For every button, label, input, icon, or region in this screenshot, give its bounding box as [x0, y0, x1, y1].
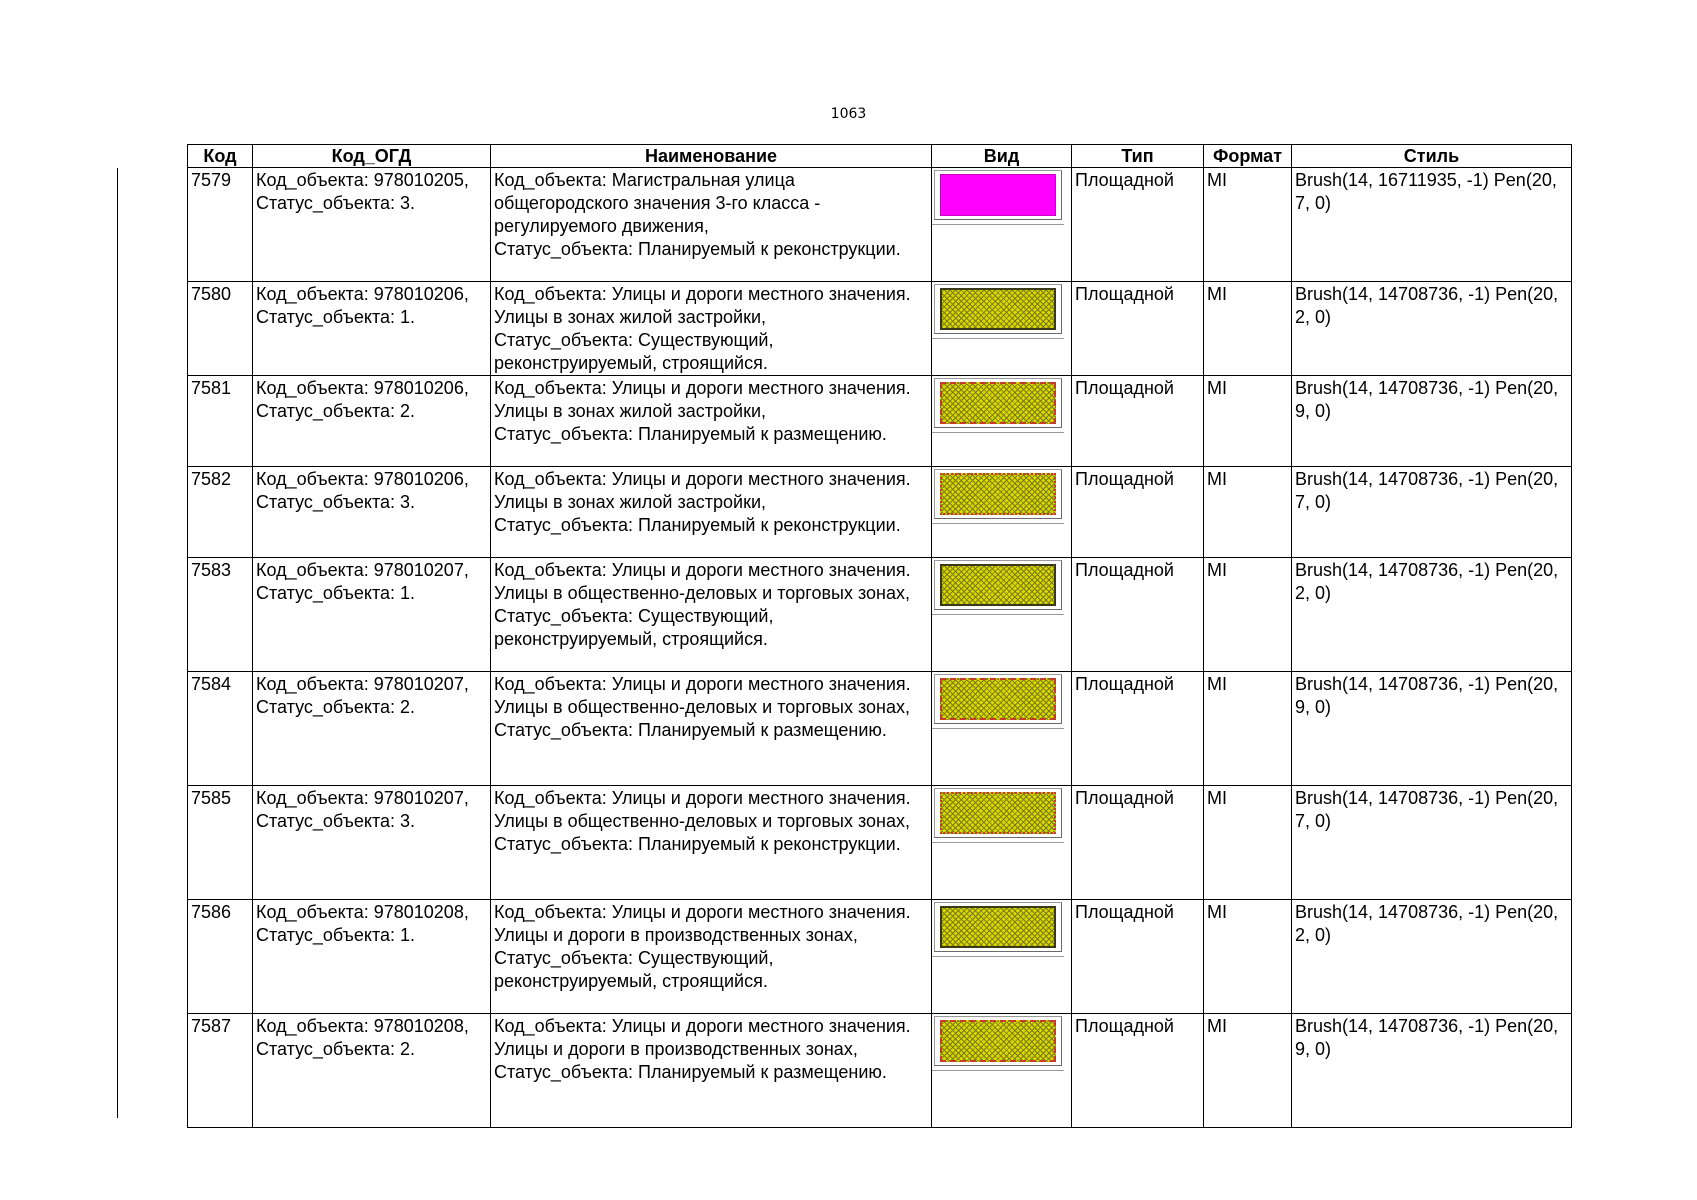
col-header-name: Наименование: [491, 145, 932, 168]
table-row: [188, 376, 1572, 467]
cell-type: [1072, 558, 1204, 672]
cell-type: [1072, 786, 1204, 900]
swatch-frame: [934, 1016, 1062, 1066]
cell-style-text: Brush(14, 14708736, -1) Pen(20, 2, 0): [1295, 284, 1559, 327]
swatch-divider: [932, 523, 1064, 524]
cell-ogd-text: Код_объекта: 978010206, Статус_объекта: 2.: [256, 378, 469, 421]
cell-type: [1072, 1014, 1204, 1128]
col-header-style: Стиль: [1292, 145, 1572, 168]
cell-format: [1204, 168, 1292, 282]
cell-format-text: MI: [1207, 560, 1227, 580]
table-row: [188, 558, 1572, 672]
cell-code: [188, 1014, 253, 1128]
cell-ogd-text: Код_объекта: 978010208, Статус_объекта: 2.: [256, 1016, 469, 1059]
cell-code: [188, 282, 253, 376]
cell-type: [1072, 376, 1204, 467]
cell-code-text: 7585: [191, 788, 232, 808]
cell-type-text: Площадной: [1075, 902, 1174, 922]
cell-code: [188, 467, 253, 558]
fill-swatch-yellow-dashed: [940, 1020, 1056, 1062]
cell-ogd-text: Код_объекта: 978010205, Статус_объекта: 3.: [256, 170, 469, 213]
swatch-frame: [934, 902, 1062, 952]
cell-view: [932, 1014, 1072, 1128]
fill-swatch-yellow-dashed: [940, 382, 1056, 424]
swatch-divider: [932, 224, 1064, 225]
cell-name: [491, 786, 932, 900]
fill-swatch-yellow-dotted: [940, 792, 1056, 834]
cell-code: [188, 786, 253, 900]
cell-format-text: MI: [1207, 170, 1227, 190]
cell-style: [1292, 672, 1572, 786]
cell-format-text: MI: [1207, 902, 1227, 922]
cell-type: [1072, 168, 1204, 282]
swatch-frame: [934, 284, 1062, 334]
cell-type-text: Площадной: [1075, 560, 1174, 580]
cell-view: [932, 282, 1072, 376]
swatch-frame: [934, 788, 1062, 838]
cell-code-text: 7586: [191, 902, 232, 922]
fill-swatch-yellow-solid: [940, 564, 1056, 606]
cell-style-text: Brush(14, 14708736, -1) Pen(20, 2, 0): [1295, 902, 1559, 945]
cell-name-text: Код_объекта: Улицы и дороги местного значения. Улицы и дороги в производственных зонах, Статус_объекта: Существующий, реконструируемый, строящийся.: [494, 902, 911, 991]
cell-name: [491, 900, 932, 1014]
cell-name-text: Код_объекта: Улицы и дороги местного значения. Улицы и дороги в производственных зонах, Статус_объекта: Планируемый к размещению.: [494, 1016, 911, 1082]
cell-code-text: 7581: [191, 378, 232, 398]
swatch-frame: [934, 378, 1062, 428]
cell-ogd: [253, 900, 491, 1014]
cell-ogd-text: Код_объекта: 978010208, Статус_объекта: 1.: [256, 902, 469, 945]
cell-name: [491, 1014, 932, 1128]
cell-view: [932, 558, 1072, 672]
cell-ogd: [253, 786, 491, 900]
cell-format-text: MI: [1207, 788, 1227, 808]
cell-view: [932, 467, 1072, 558]
cell-ogd-text: Код_объекта: 978010207, Статус_объекта: 3.: [256, 788, 469, 831]
cell-type-text: Площадной: [1075, 170, 1174, 190]
cell-format-text: MI: [1207, 1016, 1227, 1036]
cell-style-text: Brush(14, 14708736, -1) Pen(20, 7, 0): [1295, 788, 1559, 831]
cell-name-text: Код_объекта: Улицы и дороги местного значения. Улицы в общественно-деловых и торговых зонах, Статус_объекта: Планируемый к размещению.: [494, 674, 911, 740]
cell-style-text: Brush(14, 14708736, -1) Pen(20, 9, 0): [1295, 378, 1559, 421]
cell-ogd: [253, 376, 491, 467]
cell-ogd: [253, 168, 491, 282]
cell-type-text: Площадной: [1075, 284, 1174, 304]
cell-ogd: [253, 467, 491, 558]
cell-format: [1204, 467, 1292, 558]
cell-code-text: 7583: [191, 560, 232, 580]
cell-name: [491, 168, 932, 282]
cell-name: [491, 282, 932, 376]
cell-code: [188, 672, 253, 786]
cell-style: [1292, 376, 1572, 467]
swatch-frame: [934, 674, 1062, 724]
cell-ogd: [253, 1014, 491, 1128]
cell-name-text: Код_объекта: Улицы и дороги местного значения. Улицы в общественно-деловых и торговых зонах, Статус_объекта: Планируемый к реконструкции.: [494, 788, 911, 854]
page-number: 1063: [830, 106, 867, 122]
cell-view: [932, 168, 1072, 282]
cell-type-text: Площадной: [1075, 788, 1174, 808]
cell-style-text: Brush(14, 14708736, -1) Pen(20, 9, 0): [1295, 674, 1559, 717]
col-header-type: Тип: [1072, 145, 1204, 168]
swatch-frame: [934, 560, 1062, 610]
cell-name: [491, 558, 932, 672]
swatch-divider: [932, 1070, 1064, 1071]
cell-format-text: MI: [1207, 674, 1227, 694]
cell-format: [1204, 786, 1292, 900]
table-row: [188, 467, 1572, 558]
cell-format: [1204, 376, 1292, 467]
cell-style-text: Brush(14, 16711935, -1) Pen(20, 7, 0): [1295, 170, 1557, 213]
table-row: [188, 672, 1572, 786]
cell-type: [1072, 467, 1204, 558]
cell-name: [491, 467, 932, 558]
cell-type: [1072, 672, 1204, 786]
cell-name: [491, 376, 932, 467]
table-row: [188, 168, 1572, 282]
table-header-row: [188, 145, 1572, 168]
cell-type-text: Площадной: [1075, 378, 1174, 398]
cell-code: [188, 900, 253, 1014]
table-row: [188, 282, 1572, 376]
cell-view: [932, 376, 1072, 467]
cell-style: [1292, 168, 1572, 282]
fill-swatch-yellow-solid: [940, 906, 1056, 948]
cell-ogd-text: Код_объекта: 978010207, Статус_объекта: 1.: [256, 560, 469, 603]
cell-format-text: MI: [1207, 378, 1227, 398]
cell-format: [1204, 672, 1292, 786]
swatch-frame: [934, 170, 1062, 220]
cell-type: [1072, 900, 1204, 1014]
cell-name-text: Код_объекта: Улицы и дороги местного значения. Улицы в зонах жилой застройки, Статус_объекта: Планируемый к размещению.: [494, 378, 911, 444]
cell-name-text: Код_объекта: Улицы и дороги местного значения. Улицы в зонах жилой застройки, Статус_объекта: Планируемый к реконструкции.: [494, 469, 911, 535]
cell-format: [1204, 558, 1292, 672]
cell-style: [1292, 558, 1572, 672]
cell-code-text: 7587: [191, 1016, 232, 1036]
cell-format-text: MI: [1207, 284, 1227, 304]
cell-view: [932, 786, 1072, 900]
cell-style-text: Brush(14, 14708736, -1) Pen(20, 9, 0): [1295, 1016, 1559, 1059]
table-body: [188, 168, 1572, 1128]
cell-view: [932, 900, 1072, 1014]
table-row: [188, 786, 1572, 900]
table-row: [188, 900, 1572, 1014]
cell-code: [188, 558, 253, 672]
cell-format: [1204, 1014, 1292, 1128]
cell-format: [1204, 900, 1292, 1014]
fill-swatch-yellow-solid: [940, 288, 1056, 330]
cell-code-text: 7582: [191, 469, 232, 489]
col-header-code: Код: [188, 145, 253, 168]
legend-table: [187, 144, 1572, 1128]
cell-code: [188, 168, 253, 282]
cell-style-text: Brush(14, 14708736, -1) Pen(20, 2, 0): [1295, 560, 1559, 603]
table-row: [188, 1014, 1572, 1128]
cell-name-text: Код_объекта: Улицы и дороги местного значения. Улицы в зонах жилой застройки, Статус_объекта: Существующий, реконструируемый, строящийся.: [494, 284, 911, 373]
swatch-frame: [934, 469, 1062, 519]
fill-swatch-yellow-dotted: [940, 473, 1056, 515]
cell-style: [1292, 467, 1572, 558]
cell-name: [491, 672, 932, 786]
cell-code: [188, 376, 253, 467]
cell-code-text: 7584: [191, 674, 232, 694]
swatch-divider: [932, 956, 1064, 957]
cell-format-text: MI: [1207, 469, 1227, 489]
cell-type-text: Площадной: [1075, 1016, 1174, 1036]
swatch-divider: [932, 432, 1064, 433]
cell-style: [1292, 786, 1572, 900]
cell-name-text: Код_объекта: Магистральная улица общегородского значения 3-го класса - регулируемого движения, Статус_объекта: Планируемый к реконструкции.: [494, 170, 901, 259]
cell-type-text: Площадной: [1075, 674, 1174, 694]
swatch-divider: [932, 614, 1064, 615]
cell-style: [1292, 282, 1572, 376]
cell-style-text: Brush(14, 14708736, -1) Pen(20, 7, 0): [1295, 469, 1559, 512]
cell-view: [932, 672, 1072, 786]
cell-ogd-text: Код_объекта: 978010207, Статус_объекта: 2.: [256, 674, 469, 717]
cell-ogd-text: Код_объекта: 978010206, Статус_объекта: 1.: [256, 284, 469, 327]
swatch-divider: [932, 728, 1064, 729]
cell-style: [1292, 900, 1572, 1014]
col-header-view: Вид: [932, 145, 1072, 168]
col-header-format: Формат: [1204, 145, 1292, 168]
cell-style: [1292, 1014, 1572, 1128]
cell-ogd: [253, 558, 491, 672]
cell-name-text: Код_объекта: Улицы и дороги местного значения. Улицы в общественно-деловых и торговых зонах, Статус_объекта: Существующий, реконструируемый, строящийся.: [494, 560, 911, 649]
fill-swatch-magenta: [940, 174, 1056, 216]
swatch-divider: [932, 338, 1064, 339]
cell-code-text: 7580: [191, 284, 232, 304]
fill-swatch-yellow-dashed: [940, 678, 1056, 720]
col-header-ogd: Код_ОГД: [253, 145, 491, 168]
cell-format: [1204, 282, 1292, 376]
swatch-divider: [932, 842, 1064, 843]
cell-ogd-text: Код_объекта: 978010206, Статус_объекта: 3.: [256, 469, 469, 512]
cell-ogd: [253, 282, 491, 376]
cell-code-text: 7579: [191, 170, 232, 190]
margin-rule: [117, 168, 118, 1118]
cell-ogd: [253, 672, 491, 786]
cell-type: [1072, 282, 1204, 376]
cell-type-text: Площадной: [1075, 469, 1174, 489]
